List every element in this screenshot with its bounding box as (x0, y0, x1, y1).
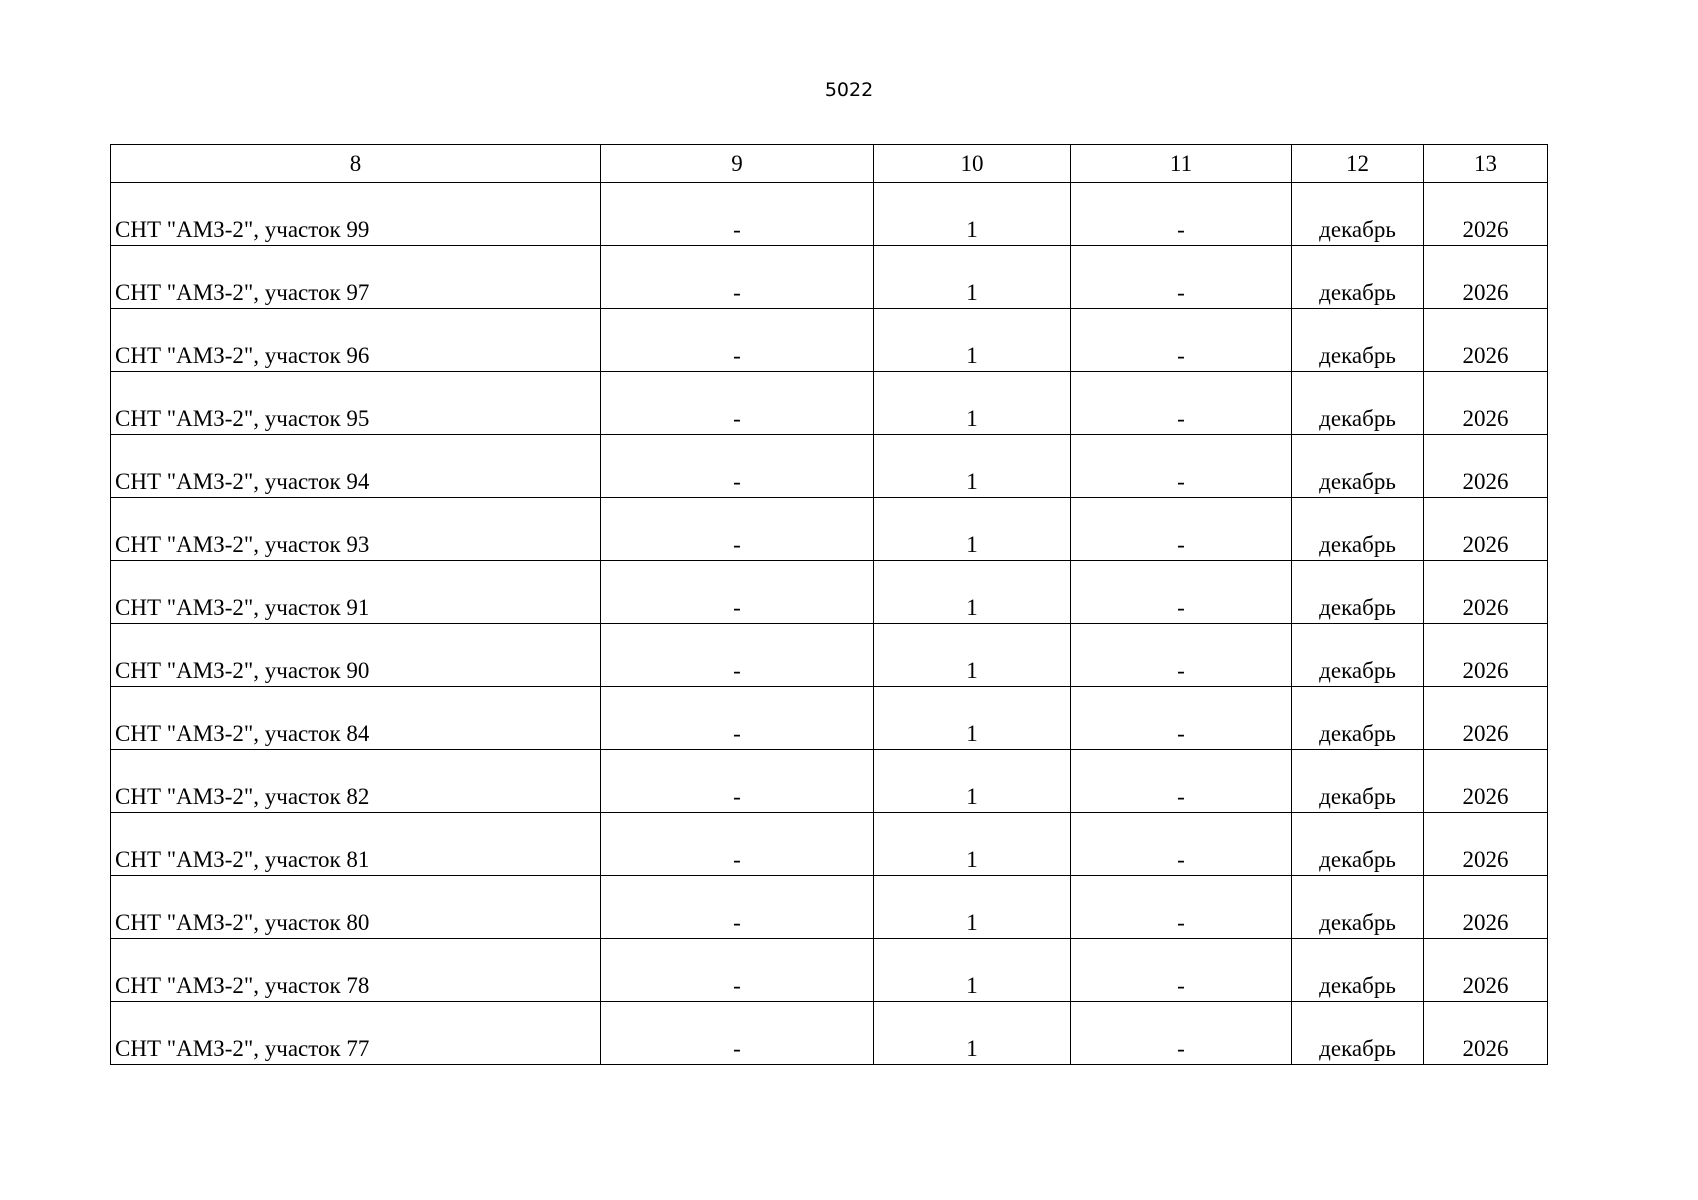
col-10-cell: 1 (874, 750, 1071, 813)
table-row (111, 813, 1548, 876)
col-9-cell: - (601, 687, 874, 750)
col-11-cell: - (1071, 624, 1292, 687)
col-9-cell: - (601, 498, 874, 561)
year-cell: 2026 (1424, 624, 1548, 687)
month-cell: декабрь (1292, 1002, 1424, 1065)
address-cell: СНТ "АМЗ-2", участок 97 (111, 246, 601, 309)
col-10-cell: 1 (874, 813, 1071, 876)
month-cell: декабрь (1292, 750, 1424, 813)
col-10-cell: 1 (874, 624, 1071, 687)
address-cell: СНТ "АМЗ-2", участок 84 (111, 687, 601, 750)
col-10-cell: 1 (874, 372, 1071, 435)
year-cell: 2026 (1424, 939, 1548, 1002)
month-cell: декабрь (1292, 813, 1424, 876)
col-10-cell: 1 (874, 246, 1071, 309)
year-cell: 2026 (1424, 1002, 1548, 1065)
table-row (111, 687, 1548, 750)
col-11-cell: - (1071, 876, 1292, 939)
col-10-cell: 1 (874, 687, 1071, 750)
col-11-cell: - (1071, 372, 1292, 435)
table-row (111, 183, 1548, 246)
month-cell: декабрь (1292, 939, 1424, 1002)
col-10-cell: 1 (874, 498, 1071, 561)
col-10-cell: 1 (874, 939, 1071, 1002)
page-number: 5022 (824, 79, 874, 101)
table-row (111, 750, 1548, 813)
col-9-cell: - (601, 750, 874, 813)
address-cell: СНТ "АМЗ-2", участок 96 (111, 309, 601, 372)
month-cell: декабрь (1292, 309, 1424, 372)
col-11-cell: - (1071, 813, 1292, 876)
col-10-cell: 1 (874, 435, 1071, 498)
month-cell: декабрь (1292, 372, 1424, 435)
col-11-cell: - (1071, 750, 1292, 813)
address-cell: СНТ "АМЗ-2", участок 80 (111, 876, 601, 939)
col-10-cell: 1 (874, 876, 1071, 939)
address-cell: СНТ "АМЗ-2", участок 78 (111, 939, 601, 1002)
col-9-cell: - (601, 813, 874, 876)
header-col-8: 8 (111, 145, 601, 183)
header-col-9: 9 (601, 145, 874, 183)
col-9-cell: - (601, 1002, 874, 1065)
table-row (111, 876, 1548, 939)
col-10-cell: 1 (874, 309, 1071, 372)
month-cell: декабрь (1292, 624, 1424, 687)
year-cell: 2026 (1424, 876, 1548, 939)
address-cell: СНТ "АМЗ-2", участок 91 (111, 561, 601, 624)
year-cell: 2026 (1424, 561, 1548, 624)
address-cell: СНТ "АМЗ-2", участок 82 (111, 750, 601, 813)
col-9-cell: - (601, 561, 874, 624)
address-cell: СНТ "АМЗ-2", участок 90 (111, 624, 601, 687)
table-row (111, 372, 1548, 435)
address-cell: СНТ "АМЗ-2", участок 93 (111, 498, 601, 561)
month-cell: декабрь (1292, 183, 1424, 246)
col-9-cell: - (601, 372, 874, 435)
col-9-cell: - (601, 624, 874, 687)
year-cell: 2026 (1424, 750, 1548, 813)
col-10-cell: 1 (874, 183, 1071, 246)
month-cell: декабрь (1292, 687, 1424, 750)
col-11-cell: - (1071, 309, 1292, 372)
data-table (110, 144, 1548, 1065)
address-cell: СНТ "АМЗ-2", участок 99 (111, 183, 601, 246)
col-10-cell: 1 (874, 561, 1071, 624)
year-cell: 2026 (1424, 246, 1548, 309)
month-cell: декабрь (1292, 876, 1424, 939)
col-11-cell: - (1071, 939, 1292, 1002)
header-row (111, 145, 1548, 183)
col-9-cell: - (601, 309, 874, 372)
year-cell: 2026 (1424, 309, 1548, 372)
col-11-cell: - (1071, 498, 1292, 561)
col-11-cell: - (1071, 435, 1292, 498)
col-9-cell: - (601, 876, 874, 939)
col-11-cell: - (1071, 687, 1292, 750)
table-row (111, 561, 1548, 624)
col-9-cell: - (601, 435, 874, 498)
col-11-cell: - (1071, 183, 1292, 246)
month-cell: декабрь (1292, 435, 1424, 498)
table-row (111, 1002, 1548, 1065)
header-col-13: 13 (1424, 145, 1548, 183)
month-cell: декабрь (1292, 561, 1424, 624)
address-cell: СНТ "АМЗ-2", участок 95 (111, 372, 601, 435)
year-cell: 2026 (1424, 813, 1548, 876)
header-col-11: 11 (1071, 145, 1292, 183)
year-cell: 2026 (1424, 183, 1548, 246)
header-col-10: 10 (874, 145, 1071, 183)
col-9-cell: - (601, 183, 874, 246)
address-cell: СНТ "АМЗ-2", участок 94 (111, 435, 601, 498)
table-row (111, 246, 1548, 309)
address-cell: СНТ "АМЗ-2", участок 77 (111, 1002, 601, 1065)
col-11-cell: - (1071, 1002, 1292, 1065)
month-cell: декабрь (1292, 498, 1424, 561)
col-11-cell: - (1071, 561, 1292, 624)
col-11-cell: - (1071, 246, 1292, 309)
year-cell: 2026 (1424, 372, 1548, 435)
table-row (111, 309, 1548, 372)
table-body (111, 183, 1548, 1065)
col-9-cell: - (601, 939, 874, 1002)
address-cell: СНТ "АМЗ-2", участок 81 (111, 813, 601, 876)
table-row (111, 498, 1548, 561)
header-col-12: 12 (1292, 145, 1424, 183)
col-9-cell: - (601, 246, 874, 309)
year-cell: 2026 (1424, 687, 1548, 750)
table-row (111, 939, 1548, 1002)
col-10-cell: 1 (874, 1002, 1071, 1065)
month-cell: декабрь (1292, 246, 1424, 309)
year-cell: 2026 (1424, 435, 1548, 498)
table-row (111, 624, 1548, 687)
year-cell: 2026 (1424, 498, 1548, 561)
table-row (111, 435, 1548, 498)
